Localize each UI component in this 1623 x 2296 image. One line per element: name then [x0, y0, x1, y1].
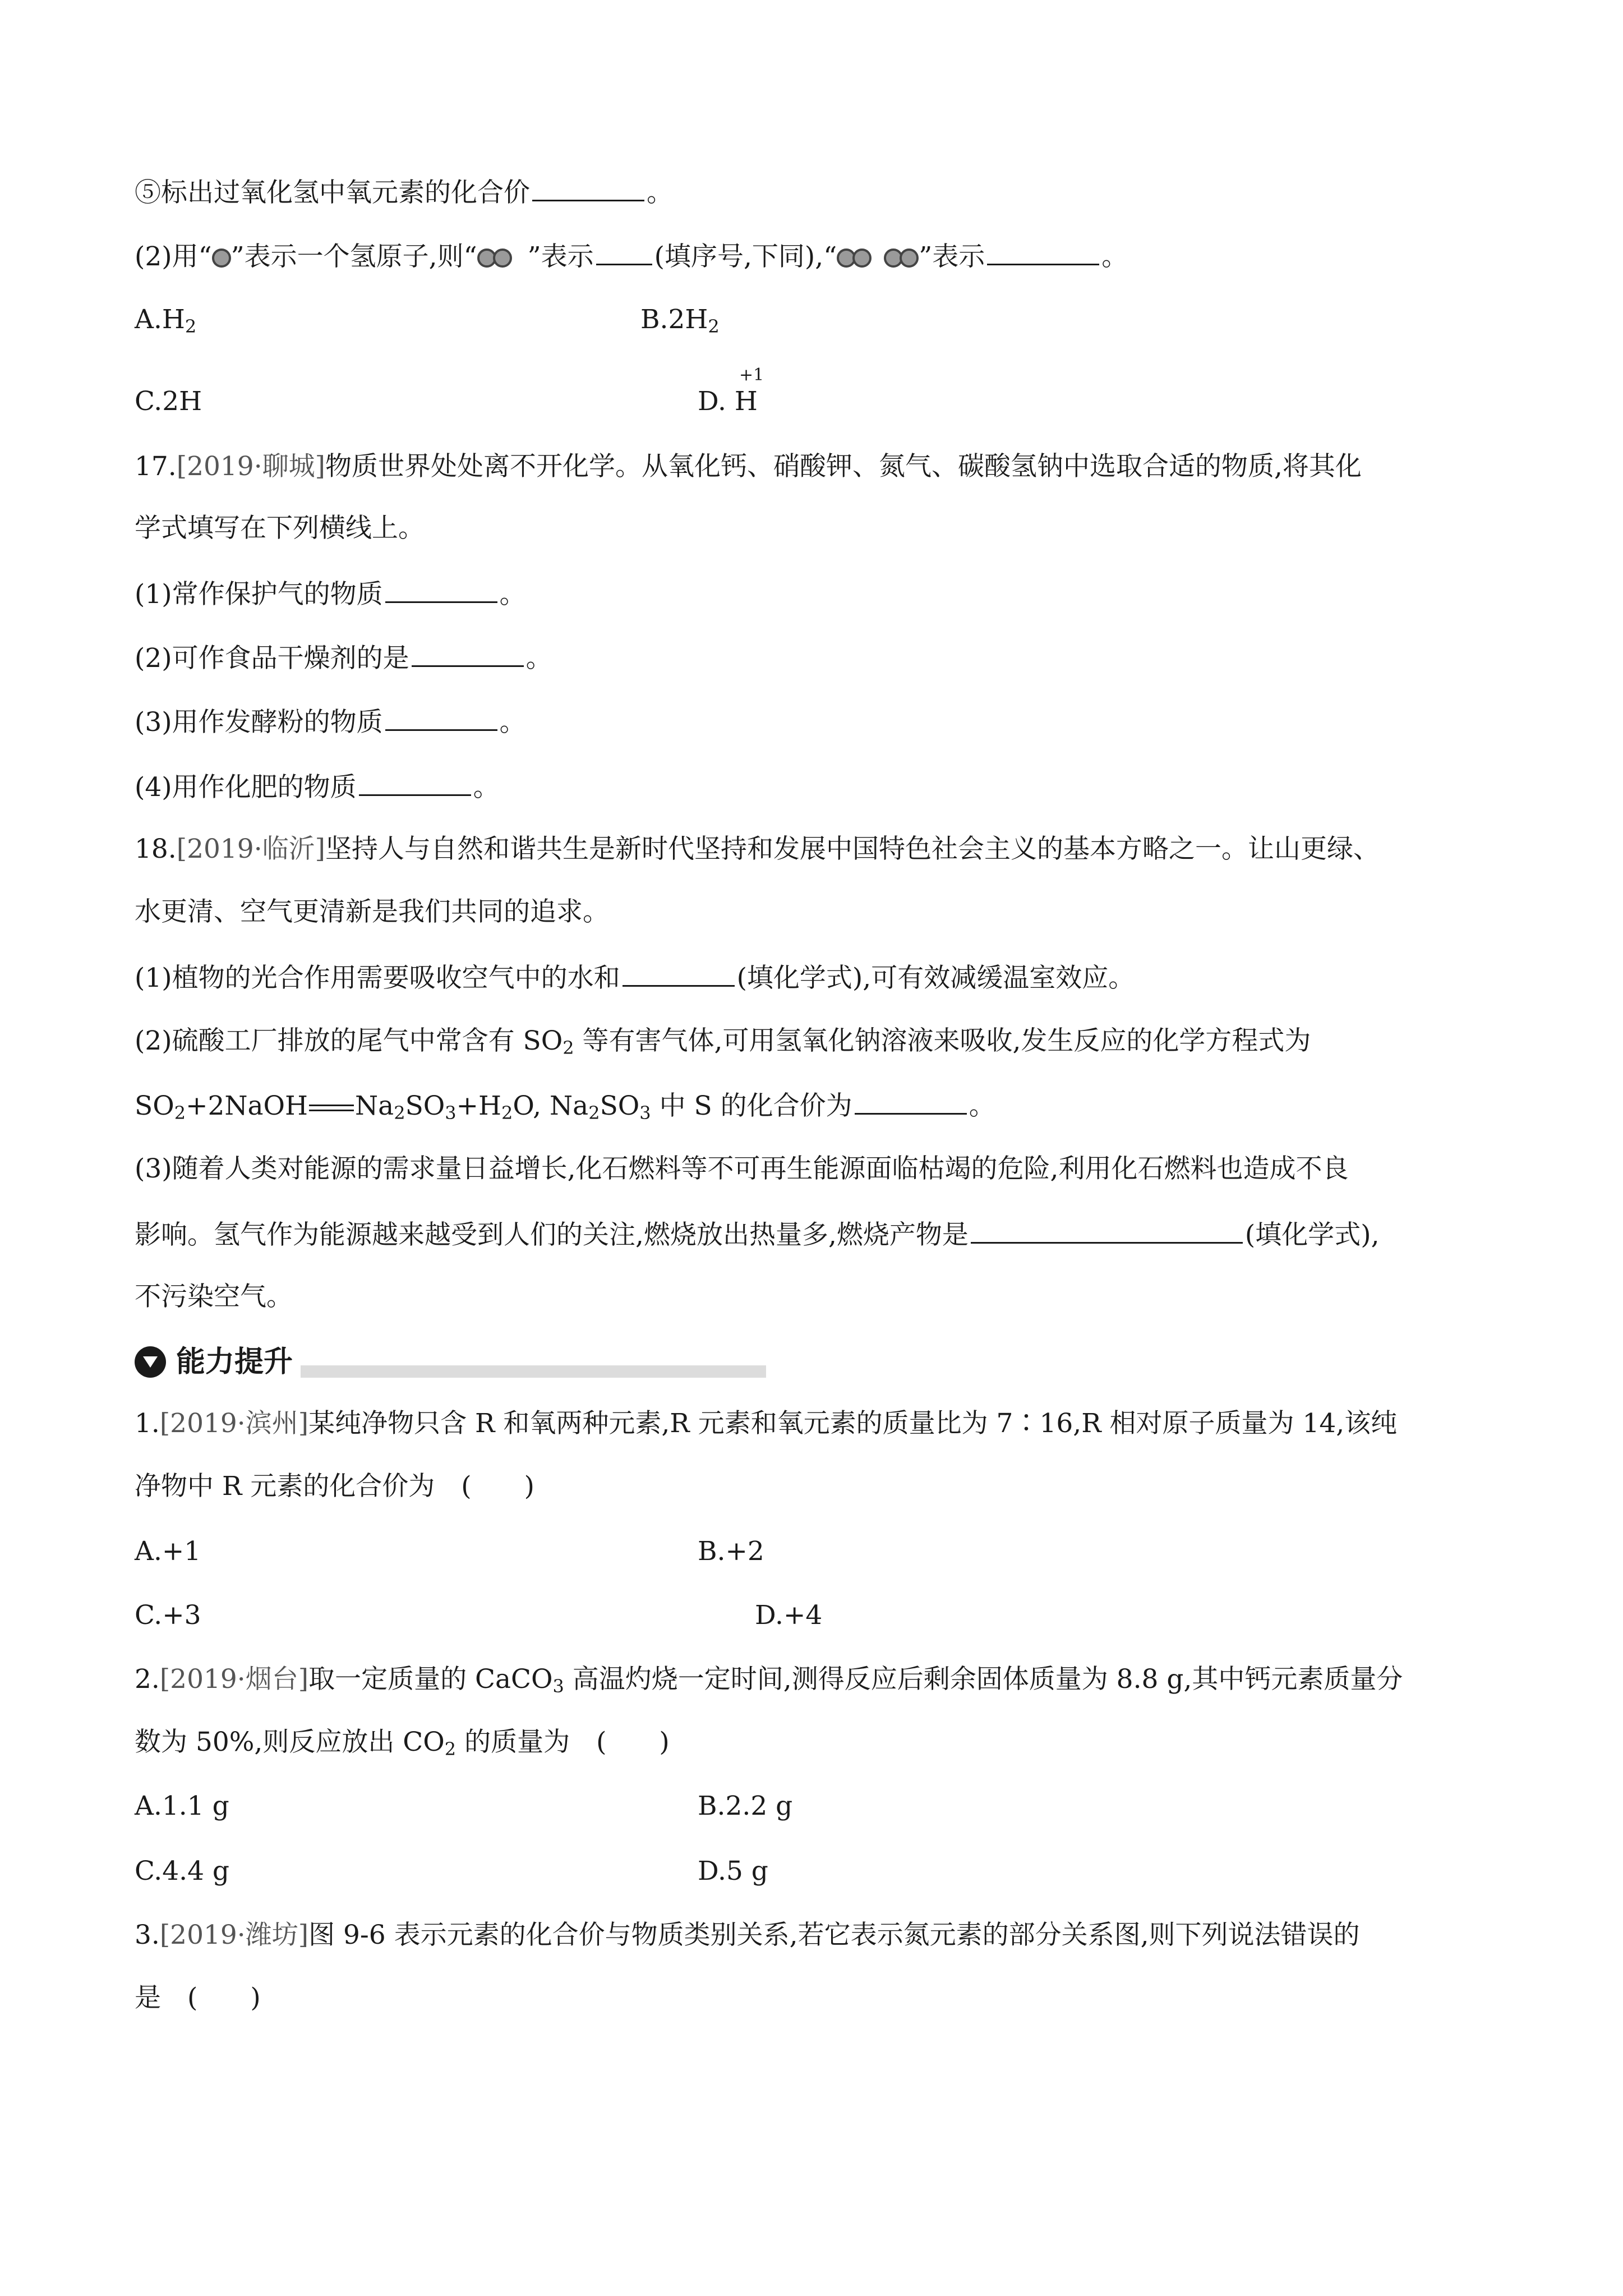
c3-stem-line2: 是 ( ) — [135, 1982, 261, 2013]
q16-option-b[interactable]: $B.2H_2$ — [640, 304, 720, 337]
c2-option-c[interactable]: C.4.4 g — [135, 1856, 229, 1887]
hydrogen-atom-icon — [493, 249, 512, 268]
c2-option-a[interactable]: A.1.1 g — [135, 1791, 229, 1821]
q17-part-4: (4)用作化肥的物质 。 — [135, 769, 500, 804]
q17-part-2: (2)可作食品干燥剂的是 。 — [135, 639, 552, 675]
source-tag: [2019·聊城] — [176, 451, 325, 482]
source-tag: [2019·滨州] — [159, 1408, 309, 1439]
source-tag: [2019·烟台] — [159, 1664, 309, 1695]
q18-stem-line2: 水更清、空气更清新是我们共同的追求。 — [135, 896, 609, 927]
section-title: 能力提升 — [176, 1345, 293, 1379]
answer-blank[interactable] — [855, 1087, 967, 1115]
source-tag: [2019·潍坊] — [159, 1920, 309, 1950]
answer-blank[interactable] — [987, 238, 1099, 265]
c1-option-d[interactable]: D.+4 — [755, 1600, 823, 1631]
hydrogen-atom-icon — [212, 249, 231, 268]
q18-part-3-line3: 不污染空气。 — [135, 1281, 293, 1312]
c1-option-a[interactable]: A.+1 — [135, 1536, 201, 1567]
q16-option-c[interactable]: C.2H — [135, 386, 202, 417]
q16-part-2: (2)用“ ”表示一个氢原子,则“ ”表示 (填序号,下同),“ ”表示 。 — [135, 238, 1128, 274]
q17-stem: 17.[2019·聊城]物质世界处处离不开化学。从氧化钙、硝酸钾、氮气、碳酸氢钠中选取合适的物质,将其化 — [135, 451, 1362, 482]
triangle-down-icon — [135, 1346, 166, 1378]
c1-option-c[interactable]: C.+3 — [135, 1600, 201, 1631]
q18-stem: 18.[2019·临沂]坚持人与自然和谐共生是新时代坚持和发展中国特色社会主义的基本方略之一。让山更绿、 — [135, 834, 1380, 864]
answer-blank[interactable] — [385, 576, 497, 603]
answer-blank[interactable] — [596, 238, 652, 265]
hydrogen-atom-icon — [900, 249, 919, 268]
c1-stem-line2: 净物中 R 元素的化合价为 ( ) — [135, 1471, 534, 1502]
answer-blank[interactable] — [532, 174, 644, 201]
c2-stem-line2: 数为 50%,则反应放出 $CO_2$ 的质量为 ( ) — [135, 1727, 670, 1760]
q16-item-5: ⑤标出过氧化氢中氧元素的化合价 。 — [135, 174, 673, 210]
valence-superscript: +1 — [739, 365, 764, 385]
answer-blank[interactable] — [359, 769, 471, 796]
q18-part-2: (2)硫酸工厂排放的尾气中常含有 $SO_2$ 等有害气体,可用氢氧化钠溶液来吸收,发生反应的化学方程式为 — [135, 1025, 1311, 1059]
answer-blank[interactable] — [623, 959, 735, 987]
q18-equation: $SO_2+2NaOH$ $Na_2SO_3+H_2O$, $Na_2SO_3$ 中 S 的化合价为 。 — [135, 1087, 995, 1123]
c2-option-d[interactable]: D.5 g — [698, 1856, 768, 1887]
q16-item-5-text: ⑤标出过氧化氢中氧元素的化合价 — [135, 177, 530, 208]
answer-blank[interactable] — [971, 1216, 1243, 1244]
c1-stem: 1.[2019·滨州]某纯净物只含 R 和氧两种元素,R 元素和氧元素的质量比为 7∶16,R 相对原子质量为 14,该纯 — [135, 1408, 1398, 1439]
q16-option-a[interactable]: $A.H_2$ — [135, 304, 197, 337]
source-tag: [2019·临沂] — [176, 834, 325, 864]
answer-blank[interactable] — [412, 639, 524, 667]
q17-part-1: (1)常作保护气的物质 。 — [135, 576, 526, 611]
q18-part-3: (3)随着人类对能源的需求量日益增长,化石燃料等不可再生能源面临枯竭的危险,利用化石燃料也造成不良 — [135, 1153, 1349, 1184]
q18-part-3-line2: 影响。氢气作为能源越来越受到人们的关注,燃烧放出热量多,燃烧产物是 (填化学式), — [135, 1216, 1380, 1252]
answer-blank[interactable] — [385, 703, 497, 731]
equals-sign — [309, 1105, 354, 1111]
c2-option-b[interactable]: B.2.2 g — [698, 1791, 793, 1821]
q17-part-3: (3)用作发酵粉的物质 。 — [135, 703, 526, 739]
c2-stem: 2.[2019·烟台]取一定质量的 CaCO$_3$ 高温灼烧一定时间,测得反应后剩余固体质量为 8.8 g,其中钙元素质量分 — [135, 1664, 1403, 1697]
hydrogen-atom-icon — [852, 249, 872, 268]
q16-option-d[interactable]: D. H — [698, 386, 758, 417]
section-heading — [135, 1345, 766, 1379]
q18-part-1: (1)植物的光合作用需要吸收空气中的水和 (填化学式),可有效减缓温室效应。 — [135, 959, 1135, 995]
section-divider — [301, 1365, 766, 1378]
q17-stem-line2: 学式填写在下列横线上。 — [135, 513, 425, 544]
c1-option-b[interactable]: B.+2 — [698, 1536, 764, 1567]
c3-stem: 3.[2019·潍坊]图 9-6 表示元素的化合价与物质类别关系,若它表示氮元素的部分关系图,则下列说法错误的 — [135, 1920, 1360, 1950]
